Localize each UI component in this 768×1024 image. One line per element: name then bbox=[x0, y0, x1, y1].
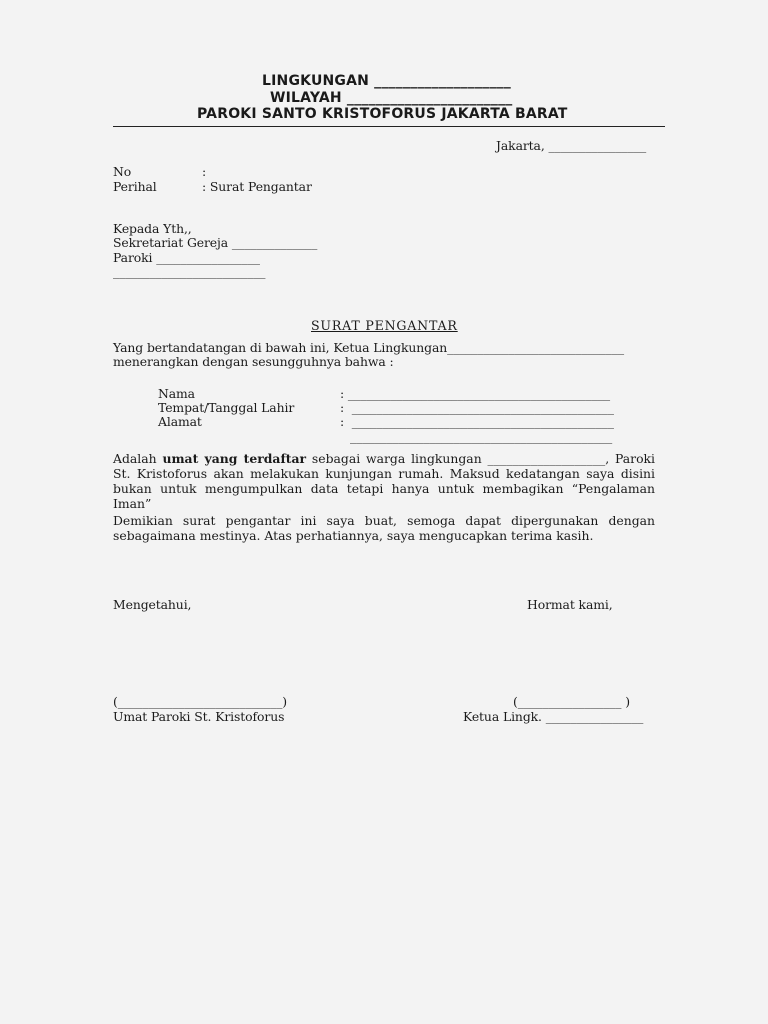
field-label-alamat: Alamat bbox=[158, 414, 202, 429]
field-label-nama: Nama bbox=[158, 386, 195, 401]
header-wilayah: WILAYAH _______________________ bbox=[270, 90, 513, 106]
header-lingkungan: LINGKUNGAN ___________________ bbox=[262, 73, 511, 89]
signature-right-blank: (_________________ ) bbox=[513, 694, 630, 709]
header-paroki: PAROKI SANTO KRISTOFORUS JAKARTA BARAT bbox=[197, 106, 568, 122]
paragraph-1-bold: umat yang terdaftar bbox=[162, 451, 307, 466]
perihal-label: Perihal bbox=[113, 179, 157, 194]
paragraph-1 bbox=[113, 451, 655, 511]
recipient-line-1: Kepada Yth,, bbox=[113, 221, 192, 236]
paragraph-1-rest: sebagai warga lingkungan ___________________, Paroki St. Kristoforus akan melakukan kunjungan rumah. Maksud kedatangan saya disini bukan untuk mengumpulkan data tetapi hanya untuk membagikan “Pengalaman Iman” bbox=[113, 451, 656, 511]
intro-line-2: menerangkan dengan sesungguhnya bahwa : bbox=[113, 354, 394, 369]
paragraph-2: Demikian surat pengantar ini saya buat, semoga dapat dipergunakan dengan sebagaimana mestinya. Atas perhatiannya, saya mengucapkan terima kasih. bbox=[113, 513, 655, 543]
recipient-line-2: Sekretariat Gereja ______________ bbox=[113, 235, 318, 250]
field-label-ttl: Tempat/Tanggal Lahir bbox=[158, 400, 295, 415]
recipient-line-4: _________________________ bbox=[113, 264, 266, 279]
header-divider bbox=[113, 126, 665, 127]
field-value-nama: : ___________________________________________ bbox=[340, 386, 611, 401]
intro-line-1: Yang bertandatangan di bawah ini, Ketua Lingkungan_____________________________ bbox=[113, 340, 624, 355]
field-value-alamat-2: ___________________________________________ bbox=[350, 429, 613, 444]
signature-left-heading: Mengetahui, bbox=[113, 597, 192, 612]
signature-left-caption: Umat Paroki St. Kristoforus bbox=[113, 709, 285, 724]
field-value-ttl: : ___________________________________________ bbox=[340, 400, 614, 415]
field-value-alamat: : ___________________________________________ bbox=[340, 414, 614, 429]
signature-right-caption: Ketua Lingk. ________________ bbox=[463, 709, 644, 724]
date-line: Jakarta, ________________ bbox=[496, 138, 647, 153]
letter-title: SURAT PENGANTAR bbox=[311, 318, 458, 333]
signature-left-blank: (___________________________) bbox=[113, 694, 288, 709]
no-value: : bbox=[202, 164, 207, 179]
recipient-line-3: Paroki _________________ bbox=[113, 250, 260, 265]
signature-right-heading: Hormat kami, bbox=[527, 597, 613, 612]
no-label: No bbox=[113, 164, 132, 179]
paragraph-1-prefix: Adalah bbox=[113, 451, 163, 466]
perihal-value: : Surat Pengantar bbox=[202, 179, 312, 194]
